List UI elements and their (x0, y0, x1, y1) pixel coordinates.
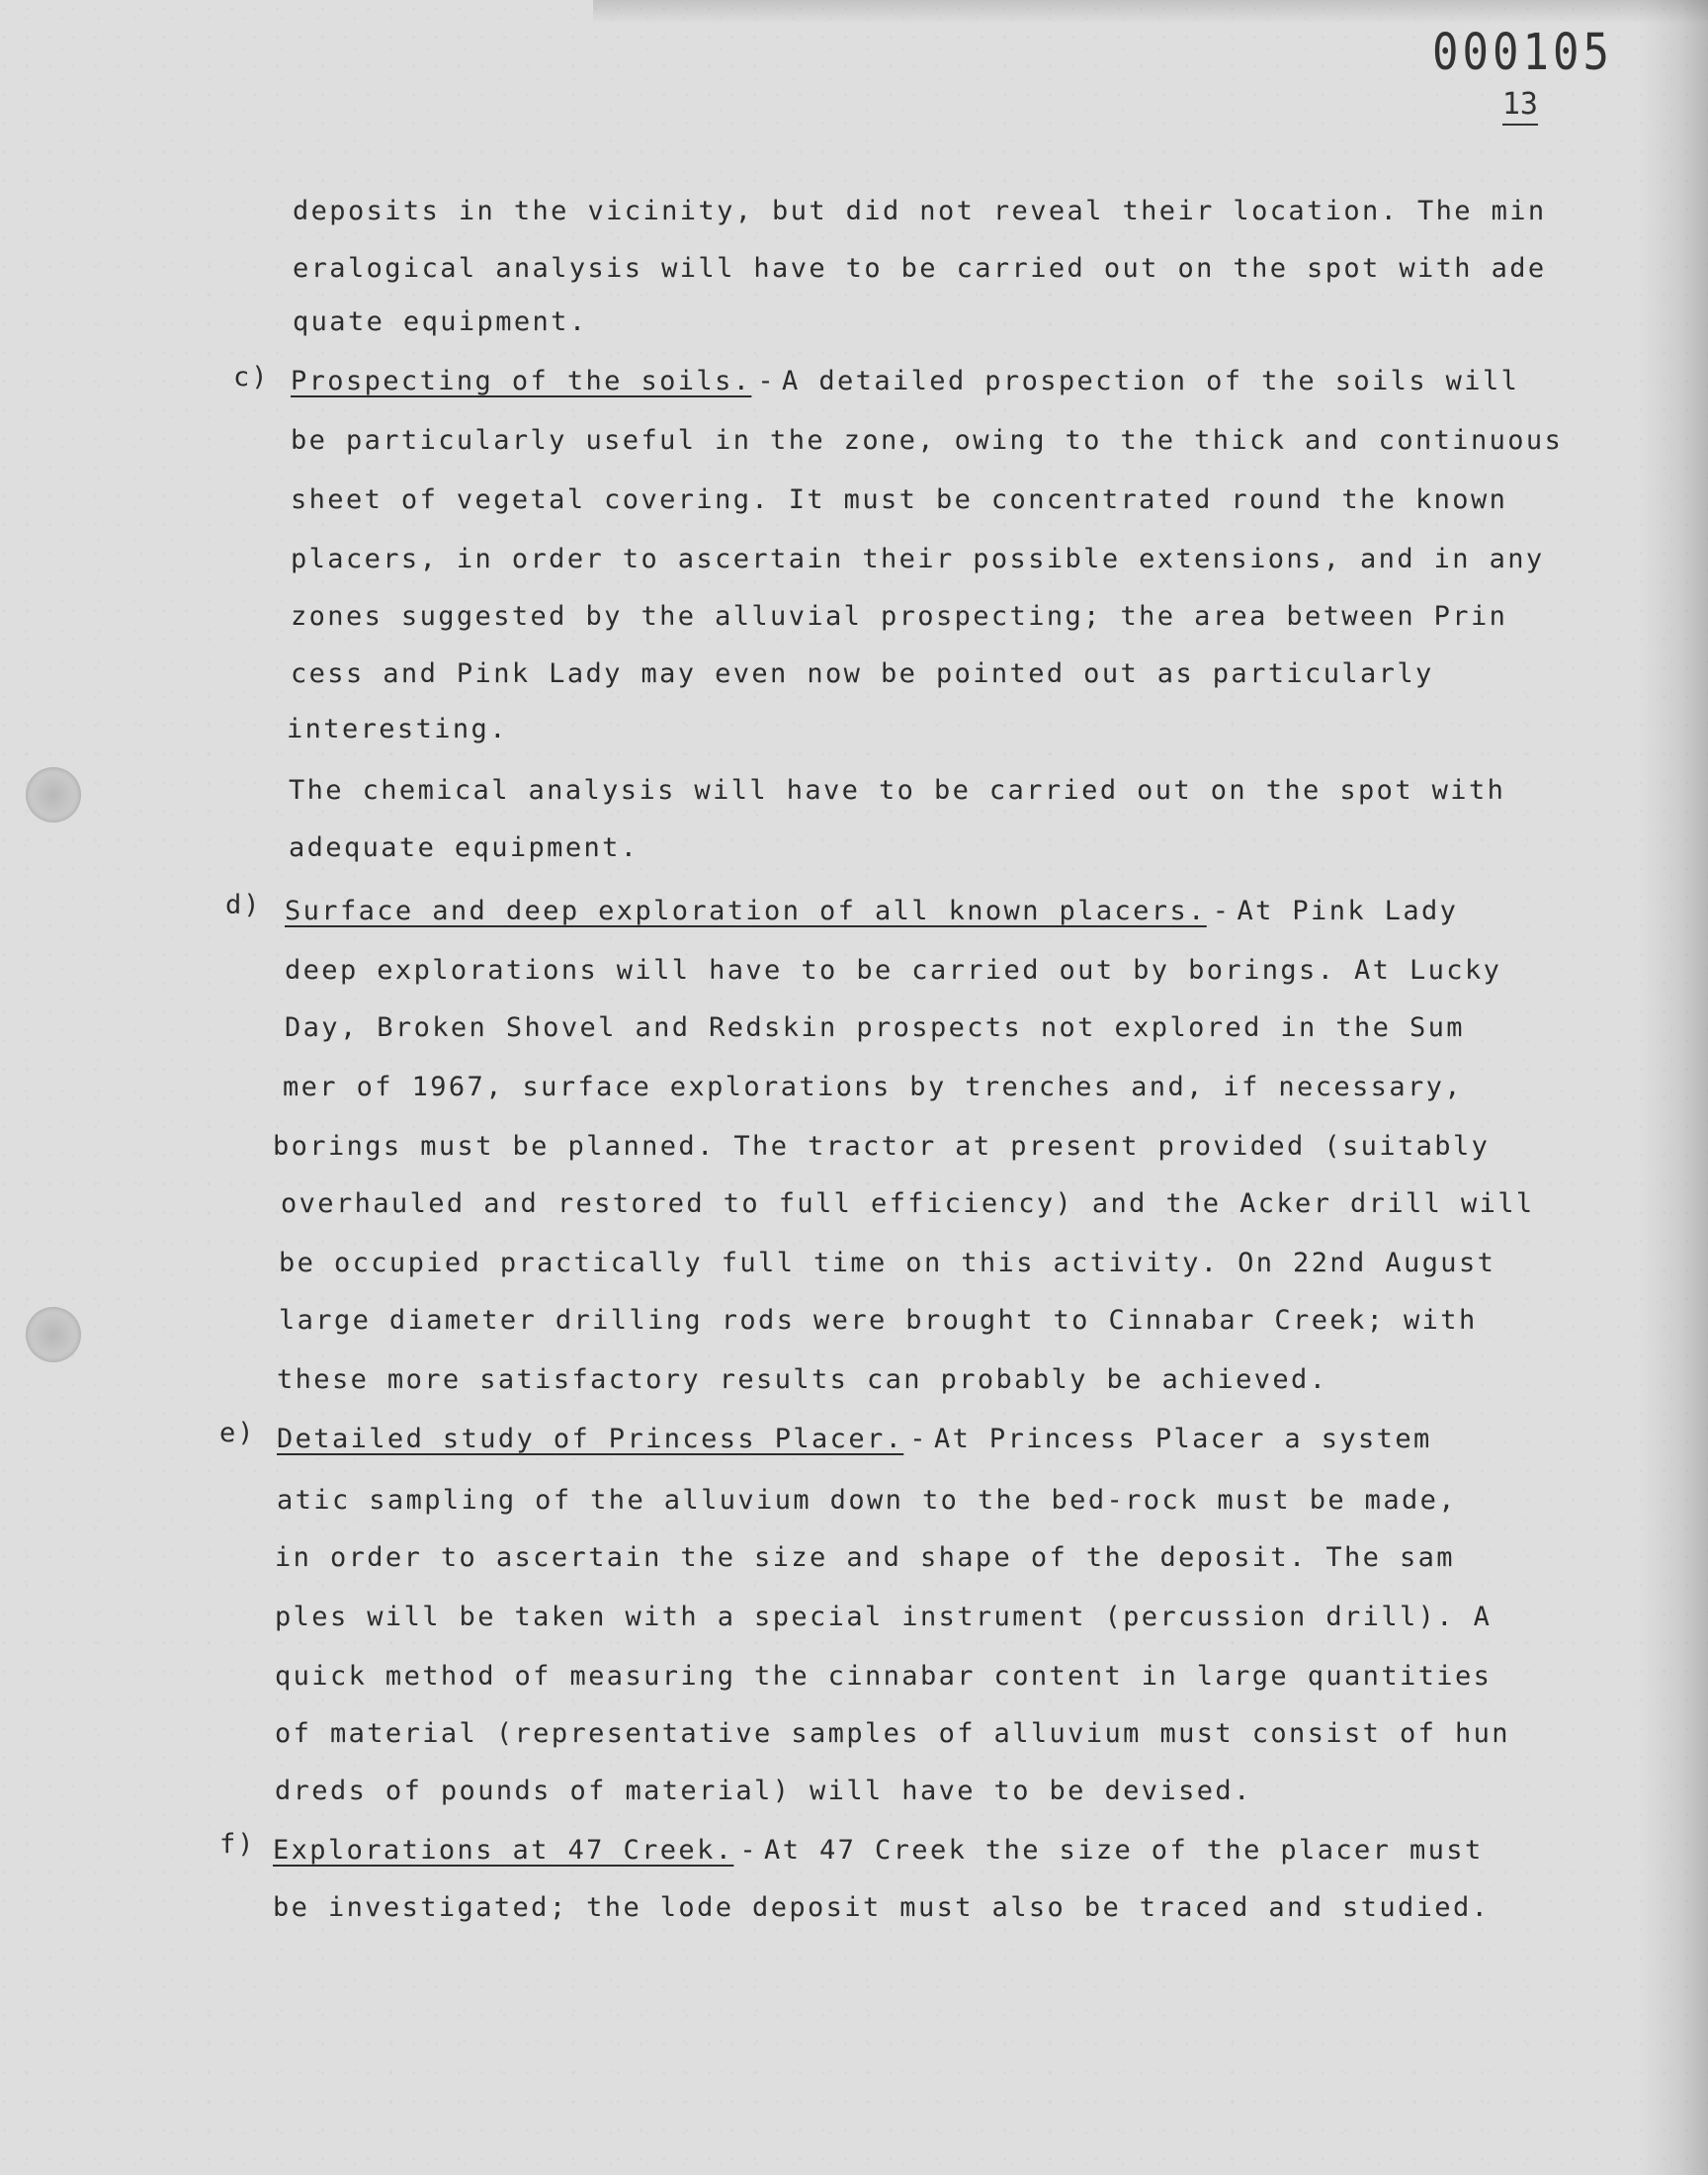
item-marker-c: c) (233, 362, 270, 392)
text-line: adequate equipment. (289, 832, 640, 863)
text-line: placers, in order to ascertain their possible extensions, and in any (291, 544, 1545, 574)
item-marker-f: f) (219, 1829, 256, 1860)
text-line: At Pink Lady (1237, 896, 1459, 926)
text-line: large diameter drilling rods were brought to Cinnabar Creek; with (279, 1305, 1478, 1336)
item-c-heading: Prospecting of the soils. (291, 366, 752, 396)
text-line: eralogical analysis will have to be carried out on the spot with ade (293, 253, 1547, 284)
text-line: be investigated; the lode deposit must also be traced and studied. (273, 1892, 1491, 1923)
dash: - (909, 1424, 928, 1454)
item-d-heading: Surface and deep exploration of all known placers. (285, 896, 1207, 926)
text-line: of material (representative samples of alluvium must consist of hun (275, 1718, 1510, 1749)
text-line: ples will be taken with a special instrument (percussion drill). A (275, 1602, 1493, 1632)
item-f-heading: Explorations at 47 Creek. (273, 1835, 734, 1866)
page-number: 13 (1502, 87, 1538, 126)
text-line: be occupied practically full time on this activity. On 22nd August (279, 1248, 1496, 1278)
dash: - (739, 1835, 759, 1866)
dash: - (1212, 896, 1232, 926)
text-line: be particularly useful in the zone, owing to the thick and continuous (291, 425, 1564, 456)
item-f-first-line (273, 1835, 1484, 1866)
text-line: interesting. (287, 714, 508, 744)
document-id-stamp: 000105 (1432, 24, 1613, 82)
text-line: dreds of pounds of material) will have to be devised. (275, 1776, 1252, 1806)
item-e-heading: Detailed study of Princess Placer. (277, 1424, 904, 1454)
text-line: overhauled and restored to full efficiency) and the Acker drill will (281, 1188, 1535, 1219)
text-line: At Princess Placer a system (933, 1424, 1432, 1454)
item-marker-e: e) (219, 1418, 256, 1448)
dash: - (757, 366, 777, 396)
item-marker-d: d) (225, 890, 262, 920)
text-line: At 47 Creek the size of the placer must (764, 1835, 1484, 1866)
scan-top-shadow (593, 0, 1708, 24)
punch-hole-icon (26, 1307, 81, 1362)
text-line: quick method of measuring the cinnabar content in large quantities (275, 1661, 1493, 1692)
text-line: zones suggested by the alluvial prospecting; the area between Prin (291, 601, 1508, 632)
text-line: cess and Pink Lady may even now be pointed out as particularly (291, 658, 1434, 689)
text-line: deposits in the vicinity, but did not reveal their location. The min (293, 196, 1547, 226)
text-line: deep explorations will have to be carried out by borings. At Lucky (285, 955, 1502, 986)
item-c-first-line (291, 366, 1519, 396)
text-line: atic sampling of the alluvium down to the bed-rock must be made, (277, 1485, 1457, 1516)
text-line: borings must be planned. The tractor at present provided (suitably (273, 1131, 1491, 1162)
text-line: in order to ascertain the size and shape of the deposit. The sam (275, 1542, 1455, 1573)
punch-hole-icon (26, 767, 81, 823)
text-line: these more satisfactory results can probably be achieved. (277, 1364, 1328, 1395)
item-d-first-line (285, 896, 1458, 926)
text-line: A detailed prospection of the soils will (782, 366, 1520, 396)
text-line: quate equipment. (293, 306, 588, 337)
text-line: The chemical analysis will have to be carried out on the spot with (289, 775, 1506, 806)
item-e-first-line (277, 1424, 1432, 1454)
text-line: Day, Broken Shovel and Redskin prospects not explored in the Sum (285, 1012, 1465, 1043)
text-line: sheet of vegetal covering. It must be concentrated round the known (291, 484, 1508, 515)
text-line: mer of 1967, surface explorations by trenches and, if necessary, (283, 1072, 1463, 1102)
scan-edge-shadow (1639, 0, 1708, 2175)
